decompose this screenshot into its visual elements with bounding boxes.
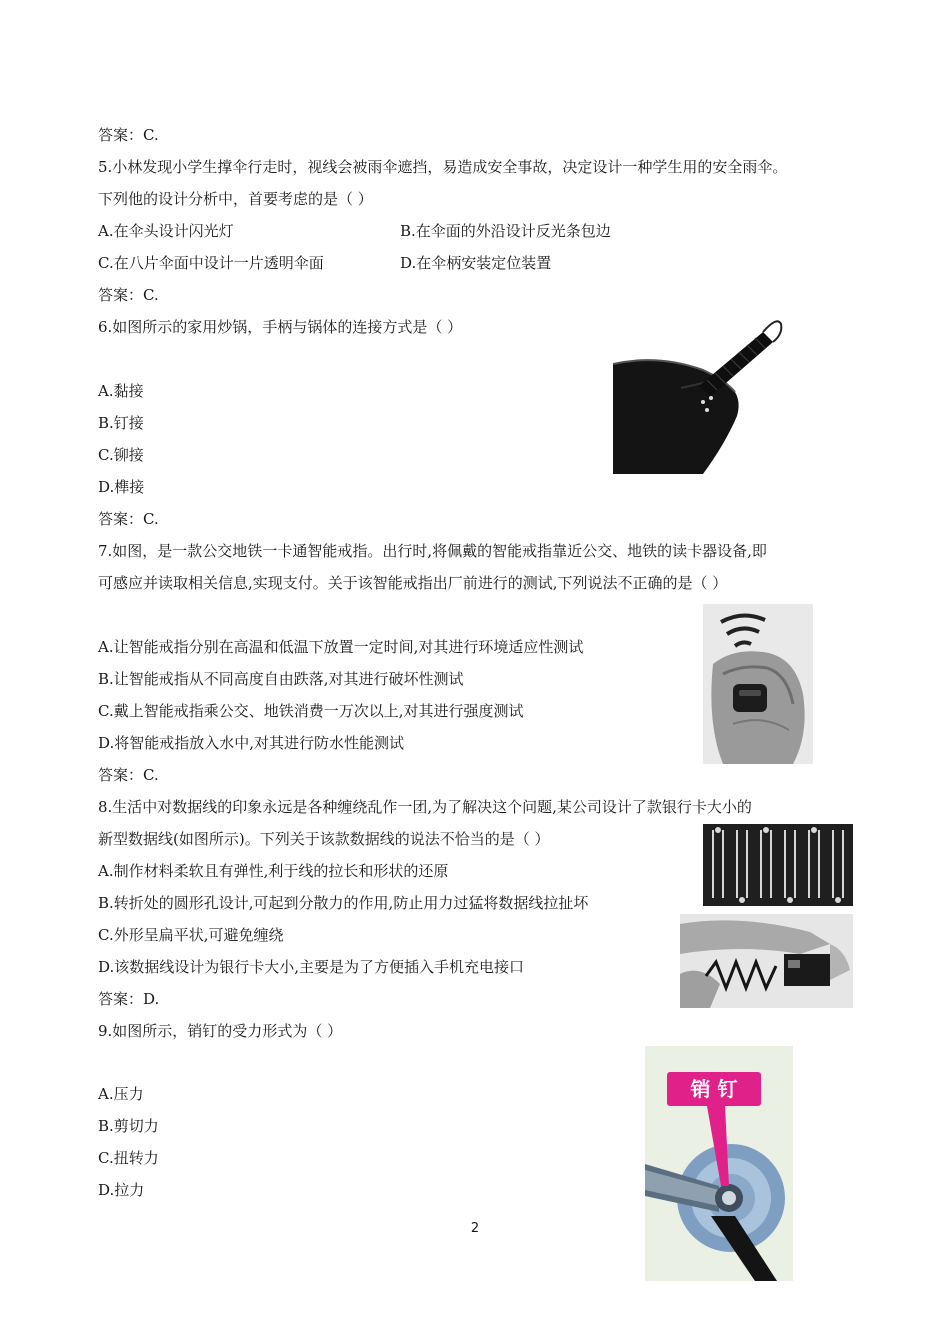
question-7-option-c: C.戴上智能戒指乘公交、地铁消费一万次以上,对其进行强度测试: [98, 702, 524, 720]
question-9-stem: 9.如图所示，销钉的受力形式为（ ）: [98, 1022, 343, 1040]
question-5-option-a: A.在伞头设计闪光灯: [98, 222, 234, 240]
answer-5: 答案：C.: [98, 286, 159, 304]
answer-7: 答案：C.: [98, 766, 159, 784]
question-6-option-d: D.榫接: [98, 478, 145, 496]
question-7-stem-1: 7.如图，是一款公交地铁一卡通智能戒指。出行时,将佩戴的智能戒指靠近公交、地铁的读卡器设备,即: [98, 542, 767, 560]
question-9-option-b: B.剪切力: [98, 1117, 159, 1135]
answer-6: 答案：C.: [98, 510, 159, 528]
answer-4: 答案：C.: [98, 126, 159, 144]
question-6-option-a: A.黏接: [98, 382, 144, 400]
question-8-option-b: B.转折处的圆形孔设计,可起到分散力的作用,防止用力过猛将数据线拉扯坏: [98, 894, 589, 912]
question-8-stem-1: 8.生活中对数据线的印象永远是各种缠绕乱作一团,为了解决这个问题,某公司设计了款银行卡大小的: [98, 798, 752, 816]
question-5-stem-1: 5.小林发现小学生撑伞行走时，视线会被雨伞遮挡，易造成安全事故，决定设计一种学生用的安全雨伞。: [98, 158, 788, 176]
question-5-option-c: C.在八片伞面中设计一片透明伞面: [98, 254, 324, 272]
question-8-option-c: C.外形呈扁平状,可避免缠绕: [98, 926, 284, 944]
question-5-option-d: D.在伞柄安装定位装置: [400, 254, 552, 272]
question-8-stem-2: 新型数据线(如图所示)。下列关于该款数据线的说法不恰当的是（ ）: [98, 830, 550, 848]
pin-figure-label: 销 钉: [690, 1077, 738, 1101]
question-7-stem-2: 可感应并读取相关信息,实现支付。关于该智能戒指出厂前进行的测试,下列说法不正确的是（ ）: [98, 574, 728, 592]
question-5-stem-2: 下列他的设计分析中，首要考虑的是（ ）: [98, 190, 373, 208]
question-8-option-a: A.制作材料柔软且有弹性,利于线的拉长和形状的还原: [98, 862, 449, 880]
question-7-option-b: B.让智能戒指从不同高度自由跌落,对其进行破坏性测试: [98, 670, 464, 688]
question-7-option-a: A.让智能戒指分别在高温和低温下放置一定时间,对其进行环境适应性测试: [98, 638, 584, 656]
pin-figure: [645, 1046, 793, 1281]
question-9-option-a: A.压力: [98, 1085, 144, 1103]
question-9-option-c: C.扭转力: [98, 1149, 159, 1167]
question-6-option-b: B.钉接: [98, 414, 144, 432]
question-8-option-d: D.该数据线设计为银行卡大小,主要是为了方便插入手机充电接口: [98, 958, 525, 976]
data-cable-stretched-figure: [680, 914, 853, 1008]
question-6-stem: 6.如图所示的家用炒锅，手柄与锅体的连接方式是（ ）: [98, 318, 463, 336]
wok-figure: [613, 314, 785, 474]
question-7-option-d: D.将智能戒指放入水中,对其进行防水性能测试: [98, 734, 405, 752]
page-number: 2: [470, 1221, 480, 1236]
question-5-option-b: B.在伞面的外沿设计反光条包边: [400, 222, 611, 240]
smart-ring-figure: [703, 604, 813, 764]
question-6-option-c: C.铆接: [98, 446, 144, 464]
data-cable-card-figure: [703, 824, 853, 906]
answer-8: 答案：D.: [98, 990, 160, 1008]
question-9-option-d: D.拉力: [98, 1181, 145, 1199]
